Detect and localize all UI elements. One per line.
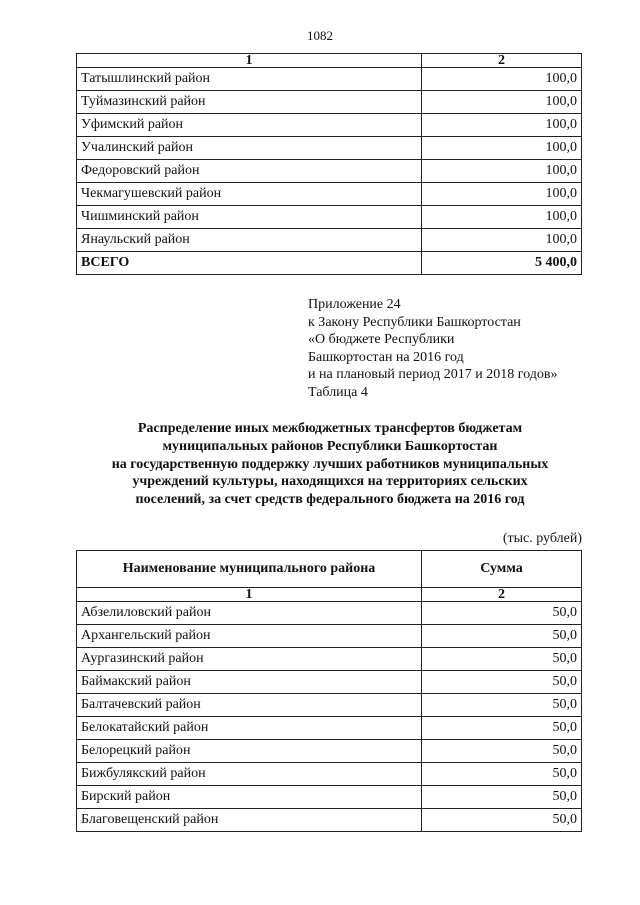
- column-number: 2: [422, 54, 582, 68]
- district-amount: 50,0: [422, 671, 582, 694]
- district-amount: 50,0: [422, 740, 582, 763]
- appendix-line: «О бюджете Республики: [308, 332, 455, 347]
- district-name: Белокатайский район: [77, 717, 422, 740]
- title-line: Распределение иных межбюджетных трансфертов бюджетам: [137, 421, 523, 436]
- column-number: 2: [422, 588, 582, 602]
- district-amount: 100,0: [422, 229, 582, 252]
- district-name: Аургазинский район: [77, 648, 422, 671]
- table-row: [77, 740, 582, 763]
- district-name: Белорецкий район: [77, 740, 422, 763]
- district-amount: 50,0: [422, 763, 582, 786]
- district-name: Абзелиловский район: [77, 602, 422, 625]
- column-number: 1: [77, 54, 422, 68]
- district-name: Татышлинский район: [77, 68, 422, 91]
- district-amount: 50,0: [422, 809, 582, 832]
- district-amount: 100,0: [422, 114, 582, 137]
- district-name: Бижбулякский район: [77, 763, 422, 786]
- appendix-line: к Закону Республики Башкортостан: [308, 314, 521, 330]
- table-row: [77, 694, 582, 717]
- district-name: Уфимский район: [77, 114, 422, 137]
- title-line: муниципальных районов Республики Башкортостан: [162, 438, 498, 454]
- district-amount: 100,0: [422, 137, 582, 160]
- table-row: [77, 160, 582, 183]
- appendix-line: Приложение 24: [308, 297, 401, 312]
- district-amount: 50,0: [422, 717, 582, 740]
- appendix-reference: [308, 296, 558, 401]
- table-row: [77, 183, 582, 206]
- district-amount: 50,0: [422, 694, 582, 717]
- total-row: [77, 252, 582, 275]
- table-title: [40, 420, 620, 509]
- column-number: 1: [77, 588, 422, 602]
- column-number-row: [77, 54, 582, 68]
- district-amount: 50,0: [422, 625, 582, 648]
- units-label: (тыс. рублей): [502, 531, 582, 546]
- districts-table-continued: [76, 53, 582, 275]
- district-name: Чекмагушевский район: [77, 183, 422, 206]
- district-name: Благовещенский район: [77, 809, 422, 832]
- table-row: [77, 68, 582, 91]
- table-row: [77, 602, 582, 625]
- header-row: [77, 551, 582, 588]
- district-name: Учалинский район: [77, 137, 422, 160]
- table-row: [77, 717, 582, 740]
- district-name: Чишминский район: [77, 206, 422, 229]
- table-row: [77, 809, 582, 832]
- district-name: Балтачевский район: [77, 694, 422, 717]
- table-row: [77, 229, 582, 252]
- title-line: на государственную поддержку лучших работников муниципальных: [111, 456, 549, 472]
- total-label: ВСЕГО: [77, 252, 422, 275]
- total-amount: 5 400,0: [422, 252, 582, 275]
- table-row: [77, 671, 582, 694]
- title-line: учреждений культуры, находящихся на территориях сельских: [132, 474, 528, 490]
- column-header-district: Наименование муниципального района: [77, 551, 422, 588]
- district-amount: 50,0: [422, 786, 582, 809]
- district-name: Бирский район: [77, 786, 422, 809]
- district-amount: 50,0: [422, 648, 582, 671]
- district-amount: 100,0: [422, 206, 582, 229]
- table-row: [77, 206, 582, 229]
- title-line: поселений, за счет средств федерального бюджета на 2016 год: [135, 492, 525, 508]
- table-row: [77, 114, 582, 137]
- appendix-line: и на плановый период 2017 и 2018 годов»: [308, 367, 558, 382]
- districts-table: [76, 550, 582, 832]
- table-row: [77, 91, 582, 114]
- table-row: [77, 786, 582, 809]
- column-number-row: [77, 588, 582, 602]
- district-amount: 100,0: [422, 160, 582, 183]
- district-name: Архангельский район: [77, 625, 422, 648]
- table-row: [77, 648, 582, 671]
- appendix-line: Таблица 4: [308, 384, 368, 400]
- district-amount: 100,0: [422, 91, 582, 114]
- page-number: 1082: [307, 28, 333, 43]
- district-amount: 100,0: [422, 183, 582, 206]
- district-amount: 50,0: [422, 602, 582, 625]
- district-amount: 100,0: [422, 68, 582, 91]
- district-name: Баймакский район: [77, 671, 422, 694]
- district-name: Федоровский район: [77, 160, 422, 183]
- district-name: Туймазинский район: [77, 91, 422, 114]
- column-header-amount: Сумма: [422, 551, 582, 588]
- table-row: [77, 625, 582, 648]
- table-row: [77, 137, 582, 160]
- district-name: Янаульский район: [77, 229, 422, 252]
- appendix-line: Башкортостан на 2016 год: [308, 349, 464, 365]
- table-row: [77, 763, 582, 786]
